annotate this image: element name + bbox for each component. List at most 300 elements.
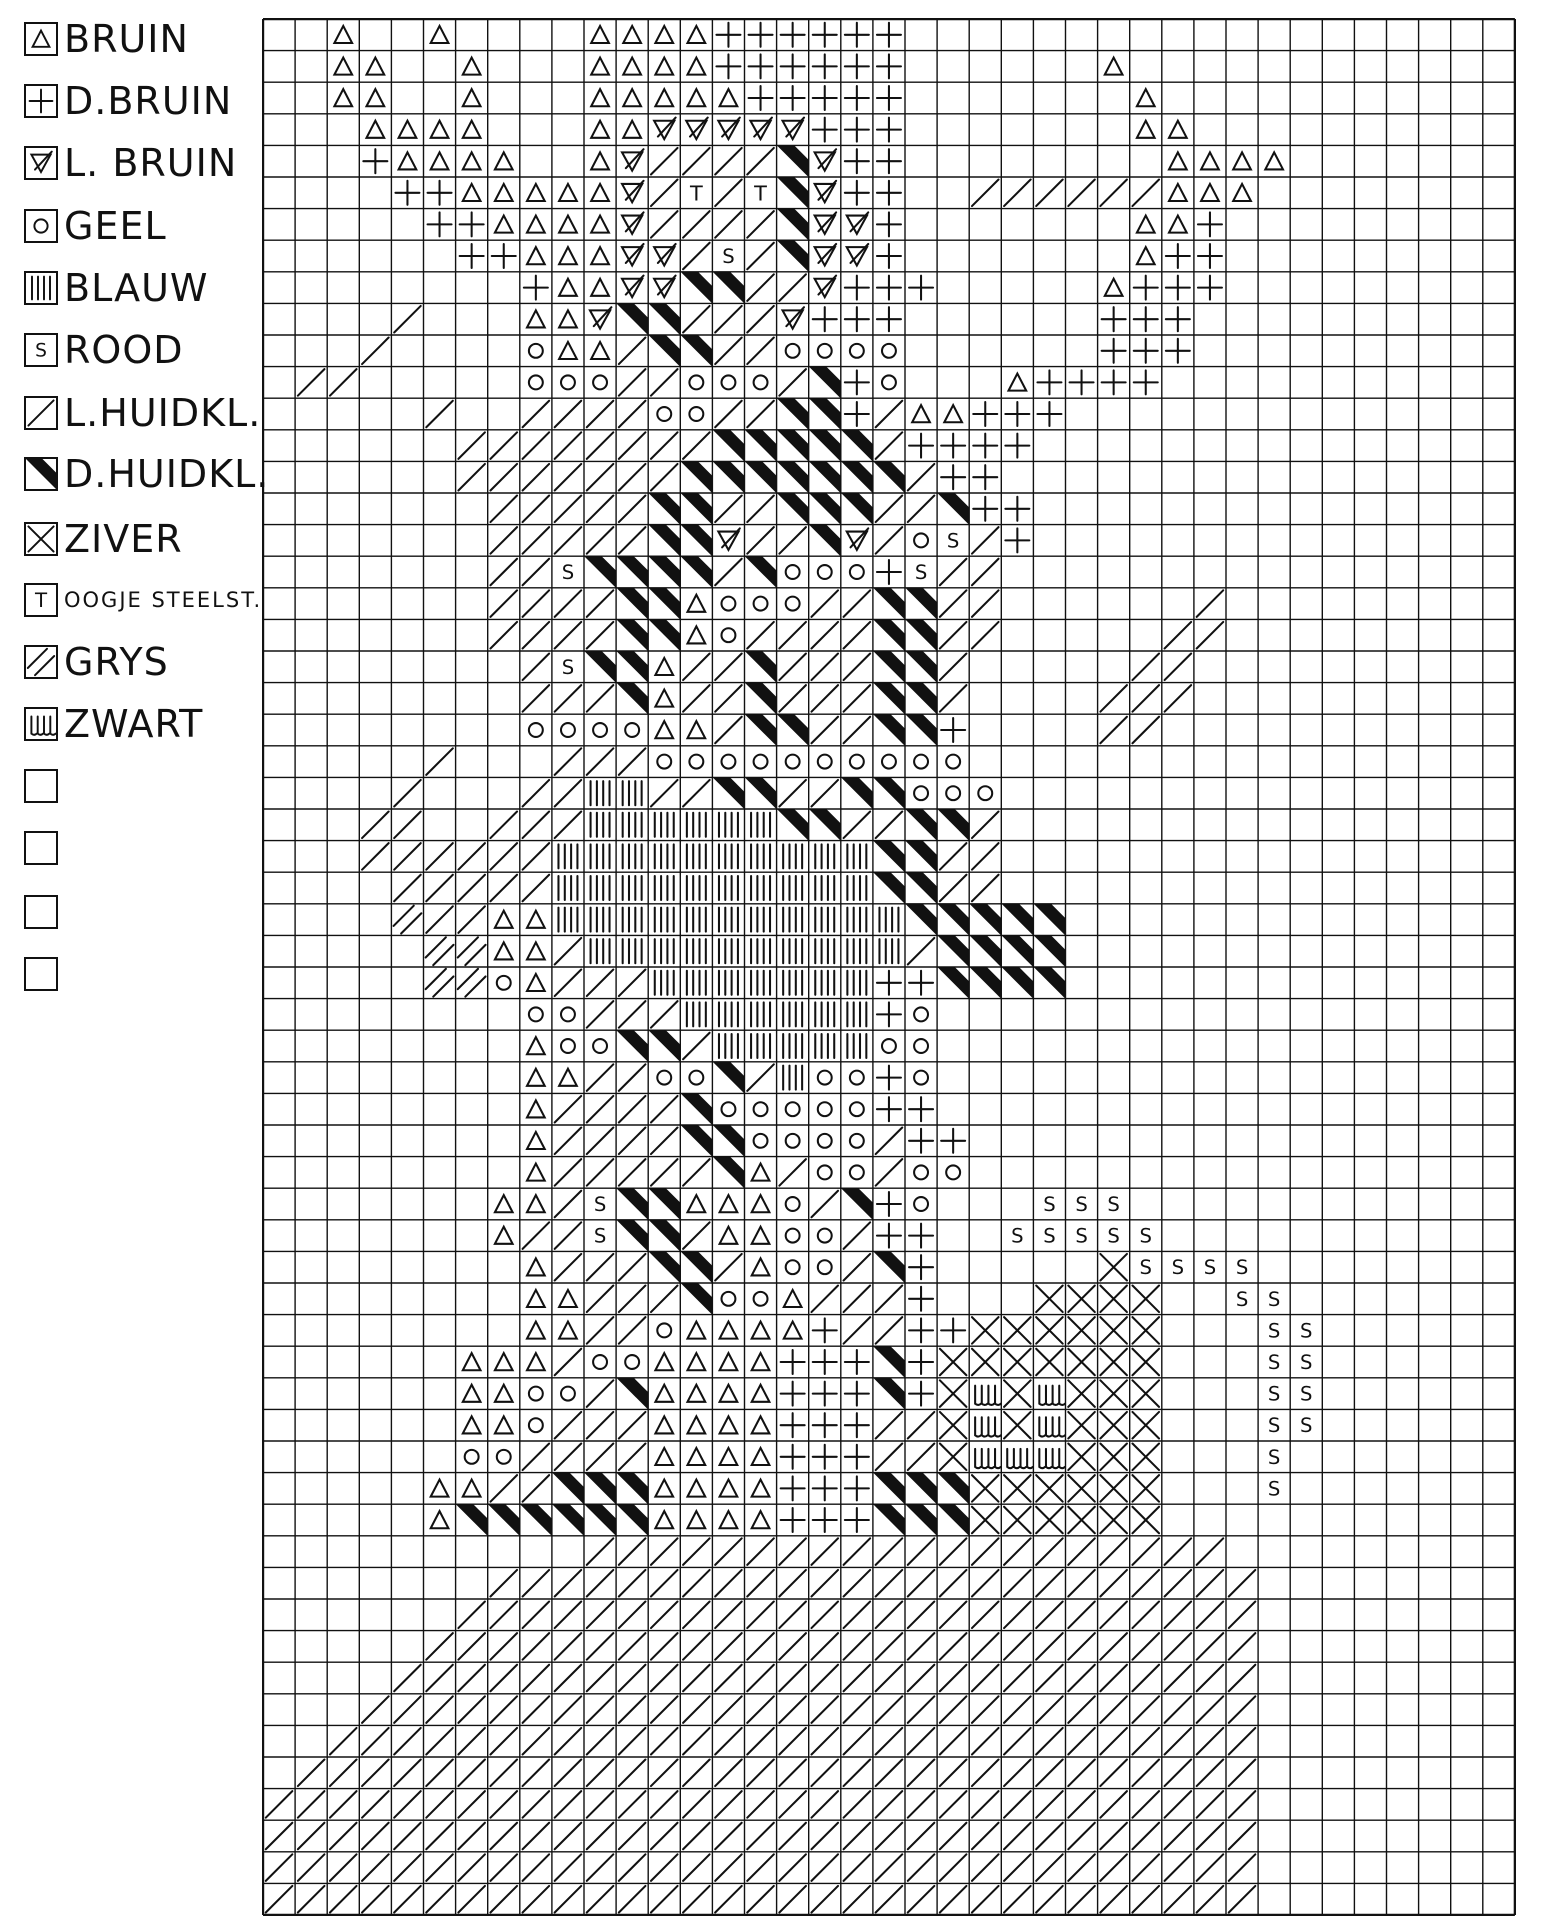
stitch-cell-s	[1268, 1477, 1280, 1500]
stitch-cell-slash	[972, 1728, 999, 1755]
stitch-cell-slash	[940, 590, 967, 617]
stitch-cell-triangle	[527, 1290, 545, 1307]
stitch-cell-slash	[619, 1254, 646, 1281]
stitch-cell-cross	[1068, 1475, 1095, 1502]
stitch-cell-circle	[882, 1039, 896, 1053]
stitch-cell-triangle	[623, 89, 641, 106]
stitch-cell-cross	[972, 1317, 999, 1344]
stitch-cell-plus	[1166, 339, 1190, 363]
stitch-cell-slash	[972, 1602, 999, 1629]
stitch-cell-plus	[941, 465, 965, 489]
stitch-cell-dark-slash	[616, 588, 648, 620]
stitch-cell-slash	[1036, 1602, 1063, 1629]
stitch-cell-slash	[490, 1854, 517, 1881]
stitch-cell-triangle	[559, 1290, 577, 1307]
stitch-cell-plus	[1198, 276, 1222, 300]
stitch-cell-triangle	[655, 1353, 673, 1370]
stitch-cell-cross	[1132, 1380, 1159, 1407]
stitch-cell-slash	[940, 1760, 967, 1787]
stitch-cell-triangle	[495, 1227, 513, 1244]
stitch-cell-triangle	[688, 1322, 706, 1339]
stitch-cell-dark-slash	[777, 461, 809, 493]
stitch-cell-slash	[844, 1886, 871, 1913]
stitch-cell-slash	[876, 1728, 903, 1755]
legend-item	[24, 890, 58, 934]
stitch-cell-slash	[587, 1254, 614, 1281]
stitch-cell-slash	[490, 1760, 517, 1787]
stitch-cell-check-triangle	[815, 212, 836, 233]
stitch-cell-slash	[1036, 1665, 1063, 1692]
stitch-cell-slash	[779, 1854, 806, 1881]
stitch-cell-circle	[786, 1229, 800, 1243]
stitch-cell-slash	[715, 559, 742, 586]
stitch-cell-dark-slash	[905, 809, 937, 841]
stitch-cell-slash	[330, 1791, 357, 1818]
stitch-chart	[262, 18, 1516, 1916]
stitch-cell-plus	[845, 1413, 869, 1437]
stitch-cell-slash	[490, 843, 517, 870]
stitch-cell-slash	[651, 1823, 678, 1850]
stitch-cell-dark-slash	[777, 493, 809, 525]
stitch-cell-slash	[490, 1475, 517, 1502]
stitch-cell-check-triangle	[622, 181, 643, 202]
stitch-cell-dark-slash	[584, 556, 616, 588]
stitch-cell-bars	[751, 1002, 770, 1026]
stitch-cell-slash	[1100, 717, 1127, 744]
stitch-cell-dark-slash	[616, 651, 648, 683]
stitch-cell-slash	[1165, 1854, 1192, 1881]
stitch-cell-dark-slash	[777, 430, 809, 462]
stitch-cell-slash	[651, 1791, 678, 1818]
stitch-cell-slash	[683, 1633, 710, 1660]
stitch-cell-slash	[555, 527, 582, 554]
stitch-cell-slash	[458, 464, 485, 491]
stitch-cell-cross	[940, 1349, 967, 1376]
stitch-cell-bars	[751, 813, 770, 837]
stitch-cell-triangle	[527, 1353, 545, 1370]
stitch-cell-slash	[747, 527, 774, 554]
stitch-cell-plus	[1102, 307, 1126, 331]
stitch-cell-slash	[972, 590, 999, 617]
stitch-cell-slash	[1165, 1602, 1192, 1629]
stitch-cell-triangle	[655, 1480, 673, 1497]
stitch-cell-slash	[523, 464, 550, 491]
stitch-cell-slash	[651, 1001, 678, 1028]
stitch-cell-bars	[687, 908, 706, 932]
stitch-cell-bars	[655, 908, 674, 932]
stitch-cell-slash	[972, 527, 999, 554]
stitch-cell-triangle	[655, 1511, 673, 1528]
stitch-cell-slash	[490, 1696, 517, 1723]
stitch-cell-slash	[779, 1570, 806, 1597]
stitch-cell-plus	[813, 118, 837, 142]
stitch-cell-triangle	[752, 1385, 770, 1402]
stitch-cell-slash	[1036, 1538, 1063, 1565]
stitch-cell-dark-slash	[745, 777, 777, 809]
stitch-cell-slash	[426, 401, 453, 428]
stitch-cell-circle	[818, 565, 832, 579]
svg-text:S: S	[561, 655, 575, 679]
legend-item	[24, 17, 189, 61]
stitch-cell-triangle	[527, 184, 545, 201]
stitch-cell-plus	[877, 212, 901, 236]
stitch-cell-dark-slash	[713, 1157, 745, 1189]
stitch-cell-bars	[591, 813, 610, 837]
stitch-cell-plus	[781, 54, 805, 78]
stitch-cell-dark-slash	[648, 303, 680, 335]
stitch-cell-plus	[909, 1350, 933, 1374]
stitch-cell-slash	[811, 1728, 838, 1755]
stitch-cell-slash	[490, 1823, 517, 1850]
stitch-cell-dark-slash	[873, 1473, 905, 1505]
stitch-cell-plus	[845, 307, 869, 331]
stitch-cell-slash	[651, 1096, 678, 1123]
stitch-cell-slash	[811, 1191, 838, 1218]
stitch-cell-slash	[683, 306, 710, 333]
stitch-cell-slash	[651, 780, 678, 807]
stitch-cell-slash	[876, 1823, 903, 1850]
stitch-cell-slash	[972, 1696, 999, 1723]
stitch-cell-slash	[619, 1286, 646, 1313]
stitch-cell-triangle	[752, 1511, 770, 1528]
stitch-cell-slash	[587, 590, 614, 617]
stitch-cell-slash	[1229, 1854, 1256, 1881]
stitch-cell-slash	[908, 938, 935, 965]
stitch-cell-dark-slash	[681, 1125, 713, 1157]
stitch-cell-slash	[523, 1823, 550, 1850]
stitch-cell-slash	[523, 654, 550, 681]
svg-text:S: S	[1300, 1319, 1313, 1343]
stitch-cell-slash	[779, 1538, 806, 1565]
stitch-cell-triangle	[463, 184, 481, 201]
stitch-cell-slash	[394, 1791, 421, 1818]
stitch-cell-slash	[1197, 622, 1224, 649]
stitch-cell-plus	[845, 149, 869, 173]
stitch-cell-dark-slash	[616, 556, 648, 588]
stitch-cell-slash	[298, 369, 325, 396]
stitch-cell-triangle	[367, 58, 385, 75]
stitch-cell-plus	[973, 402, 997, 426]
stitch-cell-slash	[715, 211, 742, 238]
stitch-cell-slash	[1165, 1791, 1192, 1818]
stitch-cell-dark-slash	[681, 1251, 713, 1283]
stitch-cell-circle	[529, 723, 543, 737]
stitch-cell-triangle	[527, 1132, 545, 1149]
stitch-cell-slash	[555, 1823, 582, 1850]
stitch-cell-slash	[1068, 1791, 1095, 1818]
stitch-cell-slash	[1068, 1760, 1095, 1787]
stitch-cell-slash	[683, 1033, 710, 1060]
stitch-cell-circle	[850, 565, 864, 579]
stitch-cell-bars	[751, 939, 770, 963]
stitch-cell-slash	[1197, 1570, 1224, 1597]
stitch-cell-slash	[619, 1854, 646, 1881]
stitch-cell-s	[1236, 1256, 1248, 1279]
stitch-cell-slash	[587, 1823, 614, 1850]
stitch-cell-slash	[1004, 1602, 1031, 1629]
stitch-cell-triangle	[688, 1353, 706, 1370]
stitch-cell-circle	[657, 407, 671, 421]
stitch-cell-circle	[561, 1039, 575, 1053]
stitch-cell-dark-slash	[648, 1220, 680, 1252]
stitch-cell-dark-slash	[969, 935, 1001, 967]
stitch-cell-circle	[689, 407, 703, 421]
stitch-cell-circle	[721, 375, 735, 389]
stitch-cell-check-triangle	[815, 181, 836, 202]
stitch-cell-slash	[1004, 180, 1031, 207]
stitch-cell-double-slash	[458, 969, 486, 997]
stitch-cell-slash	[1036, 1633, 1063, 1660]
stitch-cell-slash	[651, 1886, 678, 1913]
stitch-cell-slash	[1004, 1823, 1031, 1850]
stitch-cell-plus	[1070, 370, 1094, 394]
stitch-cell-plus	[813, 307, 837, 331]
stitch-cell-plus	[781, 23, 805, 47]
stitch-cell-cross	[972, 1349, 999, 1376]
stitch-cell-slash	[747, 1886, 774, 1913]
stitch-cell-slash	[266, 1791, 293, 1818]
stitch-cell-triangle	[655, 1448, 673, 1465]
stitch-cell-triangle	[591, 26, 609, 43]
stitch-cell-slash	[940, 1791, 967, 1818]
stitch-cell-slash	[747, 1791, 774, 1818]
stitch-cell-plus	[781, 1413, 805, 1437]
stitch-cell-slash	[715, 1728, 742, 1755]
stitch-cell-dark-slash	[616, 1220, 648, 1252]
stitch-cell-circle	[914, 1165, 928, 1179]
stitch-cell-slash	[587, 1444, 614, 1471]
stitch-cell-slash	[747, 148, 774, 175]
stitch-cell-dark-slash	[905, 904, 937, 936]
stitch-cell-s	[1300, 1319, 1312, 1342]
stitch-cell-plus	[1005, 434, 1029, 458]
stitch-cell-slash	[1165, 1760, 1192, 1787]
stitch-cell-circle	[850, 344, 864, 358]
svg-text:S: S	[1075, 1192, 1088, 1216]
stitch-cell-slash	[1100, 685, 1127, 712]
stitch-cell-slash	[1132, 1886, 1159, 1913]
stitch-cell-plus	[909, 1318, 933, 1342]
stitch-cell-circle	[914, 755, 928, 769]
stitch-cell-circle	[882, 344, 896, 358]
stitch-cell-cross	[1100, 1254, 1127, 1281]
stitch-cell-slash	[779, 622, 806, 649]
stitch-cell-triangle	[591, 216, 609, 233]
stitch-cell-dark-slash	[777, 209, 809, 241]
stitch-cell-circle	[593, 723, 607, 737]
svg-text:S: S	[593, 1192, 607, 1216]
stitch-cell-slash	[362, 338, 389, 365]
legend-label: D.BRUIN	[64, 79, 233, 123]
legend-item	[24, 764, 58, 808]
stitch-cell-check-triangle	[590, 307, 611, 328]
stitch-cell-slash	[876, 1886, 903, 1913]
stitch-cell-slash	[587, 1760, 614, 1787]
stitch-cell-cross	[1100, 1444, 1127, 1471]
stitch-cell-bars	[719, 908, 738, 932]
stitch-cell-bars	[558, 876, 577, 900]
legend-item	[24, 517, 183, 561]
stitch-cell-slash	[1068, 1696, 1095, 1723]
stitch-cell-slash	[1165, 1538, 1192, 1565]
stitch-cell-slash	[330, 1854, 357, 1881]
legend-swatch-plus	[24, 84, 58, 118]
stitch-cell-triangle	[431, 152, 449, 169]
stitch-cell-triangle	[367, 121, 385, 138]
stitch-cell-slash	[1197, 1886, 1224, 1913]
stitch-cell-slash	[1229, 1886, 1256, 1913]
stitch-cell-dark-slash	[616, 1030, 648, 1062]
stitch-cell-dark-slash	[937, 493, 969, 525]
stitch-cell-cross	[1004, 1507, 1031, 1534]
stitch-cell-slash	[651, 1728, 678, 1755]
stitch-cell-slash	[490, 1728, 517, 1755]
stitch-cell-dark-slash	[1002, 904, 1034, 936]
stitch-cell-slash	[1100, 1633, 1127, 1660]
stitch-cell-bars	[623, 876, 642, 900]
legend-swatch-cross	[24, 522, 58, 556]
stitch-cell-plus	[845, 1508, 869, 1532]
stitch-cell-slash	[779, 1159, 806, 1186]
stitch-cell-slash	[844, 590, 871, 617]
stitch-cell-dark-slash	[648, 1251, 680, 1283]
stitch-cell-triangle	[688, 58, 706, 75]
stitch-cell-circle	[786, 565, 800, 579]
stitch-cell-slash	[426, 1728, 453, 1755]
stitch-cell-dark-slash	[841, 1188, 873, 1220]
stitch-cell-slash	[876, 401, 903, 428]
stitch-cell-circle	[529, 375, 543, 389]
stitch-cell-plus	[460, 244, 484, 268]
stitch-cell-slash	[651, 1602, 678, 1629]
stitch-cell-cross	[1036, 1349, 1063, 1376]
stitch-cell-slash	[811, 1823, 838, 1850]
stitch-cell-check-triangle	[718, 118, 739, 139]
stitch-cell-slash	[394, 1728, 421, 1755]
stitch-cell-circle	[786, 1197, 800, 1211]
stitch-cell-slash	[1197, 590, 1224, 617]
stitch-cell-plus	[845, 402, 869, 426]
stitch-cell-dark-slash	[456, 1504, 488, 1536]
stitch-cell-slash	[1068, 1633, 1095, 1660]
stitch-cell-slash	[523, 401, 550, 428]
stitch-cell-triangle	[399, 121, 417, 138]
stitch-cell-slash	[362, 1854, 389, 1881]
stitch-cell-plus	[877, 181, 901, 205]
stitch-cell-slash	[651, 1760, 678, 1787]
stitch-cell-slash	[1068, 1886, 1095, 1913]
stitch-cell-slash	[747, 496, 774, 523]
legend-item	[24, 640, 169, 684]
stitch-cell-triangle	[1137, 216, 1155, 233]
stitch-cell-triangle	[463, 1416, 481, 1433]
stitch-cell-triangle	[720, 1511, 738, 1528]
stitch-cell-plus	[781, 86, 805, 110]
stitch-cell-slash	[587, 1096, 614, 1123]
stitch-cell-t	[689, 181, 703, 205]
stitch-cell-slash	[587, 1380, 614, 1407]
stitch-cell-dark-slash	[873, 588, 905, 620]
stitch-cell-slash	[490, 590, 517, 617]
stitch-cell-check-triangle	[622, 244, 643, 265]
stitch-cell-slash	[844, 1791, 871, 1818]
stitch-cell-cross	[1004, 1380, 1031, 1407]
stitch-cell-slash	[619, 496, 646, 523]
stitch-cell-circle	[657, 755, 671, 769]
stitch-cell-bars	[783, 876, 802, 900]
stitch-cell-slash	[715, 401, 742, 428]
legend-item	[24, 702, 203, 746]
stitch-cell-triangle	[559, 310, 577, 327]
stitch-cell-circle	[689, 1071, 703, 1085]
stitch-cell-slash	[490, 464, 517, 491]
stitch-cell-slash	[587, 1886, 614, 1913]
stitch-cell-slash	[683, 1854, 710, 1881]
stitch-cell-slash	[811, 1791, 838, 1818]
stitch-cell-slash	[972, 1760, 999, 1787]
stitch-cell-slash	[715, 1760, 742, 1787]
stitch-cell-cross	[1100, 1349, 1127, 1376]
stitch-cell-bars	[751, 876, 770, 900]
stitch-cell-triangle	[688, 1195, 706, 1212]
stitch-cell-dark-slash	[873, 461, 905, 493]
stitch-cell-slash	[458, 1886, 485, 1913]
stitch-cell-slash	[555, 1696, 582, 1723]
stitch-cell-triangle	[720, 1195, 738, 1212]
stitch-cell-check-triangle	[622, 212, 643, 233]
stitch-cell-waves	[975, 1386, 1001, 1405]
stitch-cell-plus	[845, 118, 869, 142]
stitch-cell-slash	[844, 1317, 871, 1344]
stitch-cell-circle	[529, 1387, 543, 1401]
stitch-cell-slash	[1132, 685, 1159, 712]
stitch-cell-slash	[1004, 1633, 1031, 1660]
stitch-cell-triangle	[463, 58, 481, 75]
stitch-cell-slash	[683, 1602, 710, 1629]
stitch-cell-slash	[394, 1665, 421, 1692]
stitch-cell-slash	[1100, 1791, 1127, 1818]
stitch-cell-triangle	[527, 1258, 545, 1275]
stitch-cell-slash	[523, 559, 550, 586]
stitch-cell-cross	[1132, 1412, 1159, 1439]
stitch-cell-dark-slash	[681, 335, 713, 367]
stitch-cell-slash	[555, 1665, 582, 1692]
stitch-cell-triangle	[720, 89, 738, 106]
stitch-cell-slash	[844, 654, 871, 681]
stitch-cell-slash	[490, 1886, 517, 1913]
stitch-cell-circle	[882, 755, 896, 769]
stitch-cell-dark-slash	[777, 809, 809, 841]
stitch-cell-slash	[747, 1665, 774, 1692]
stitch-cell-slash	[1132, 717, 1159, 744]
stitch-cell-triangle	[688, 1480, 706, 1497]
stitch-cell-slash	[972, 1854, 999, 1881]
stitch-cell-slash	[1229, 1633, 1256, 1660]
stitch-cell-plus	[877, 1097, 901, 1121]
legend-item	[24, 204, 167, 248]
stitch-cell-slash	[811, 1286, 838, 1313]
stitch-cell-plus	[877, 1002, 901, 1026]
stitch-cell-slash	[715, 685, 742, 712]
stitch-cell-slash	[940, 1633, 967, 1660]
stitch-cell-slash	[651, 1128, 678, 1155]
stitch-cell-triangle	[655, 58, 673, 75]
stitch-cell-slash	[1004, 1570, 1031, 1597]
stitch-cell-slash	[844, 1254, 871, 1281]
stitch-cell-slash	[940, 1570, 967, 1597]
stitch-cell-slash	[619, 748, 646, 775]
stitch-cell-triangle	[1009, 374, 1027, 391]
